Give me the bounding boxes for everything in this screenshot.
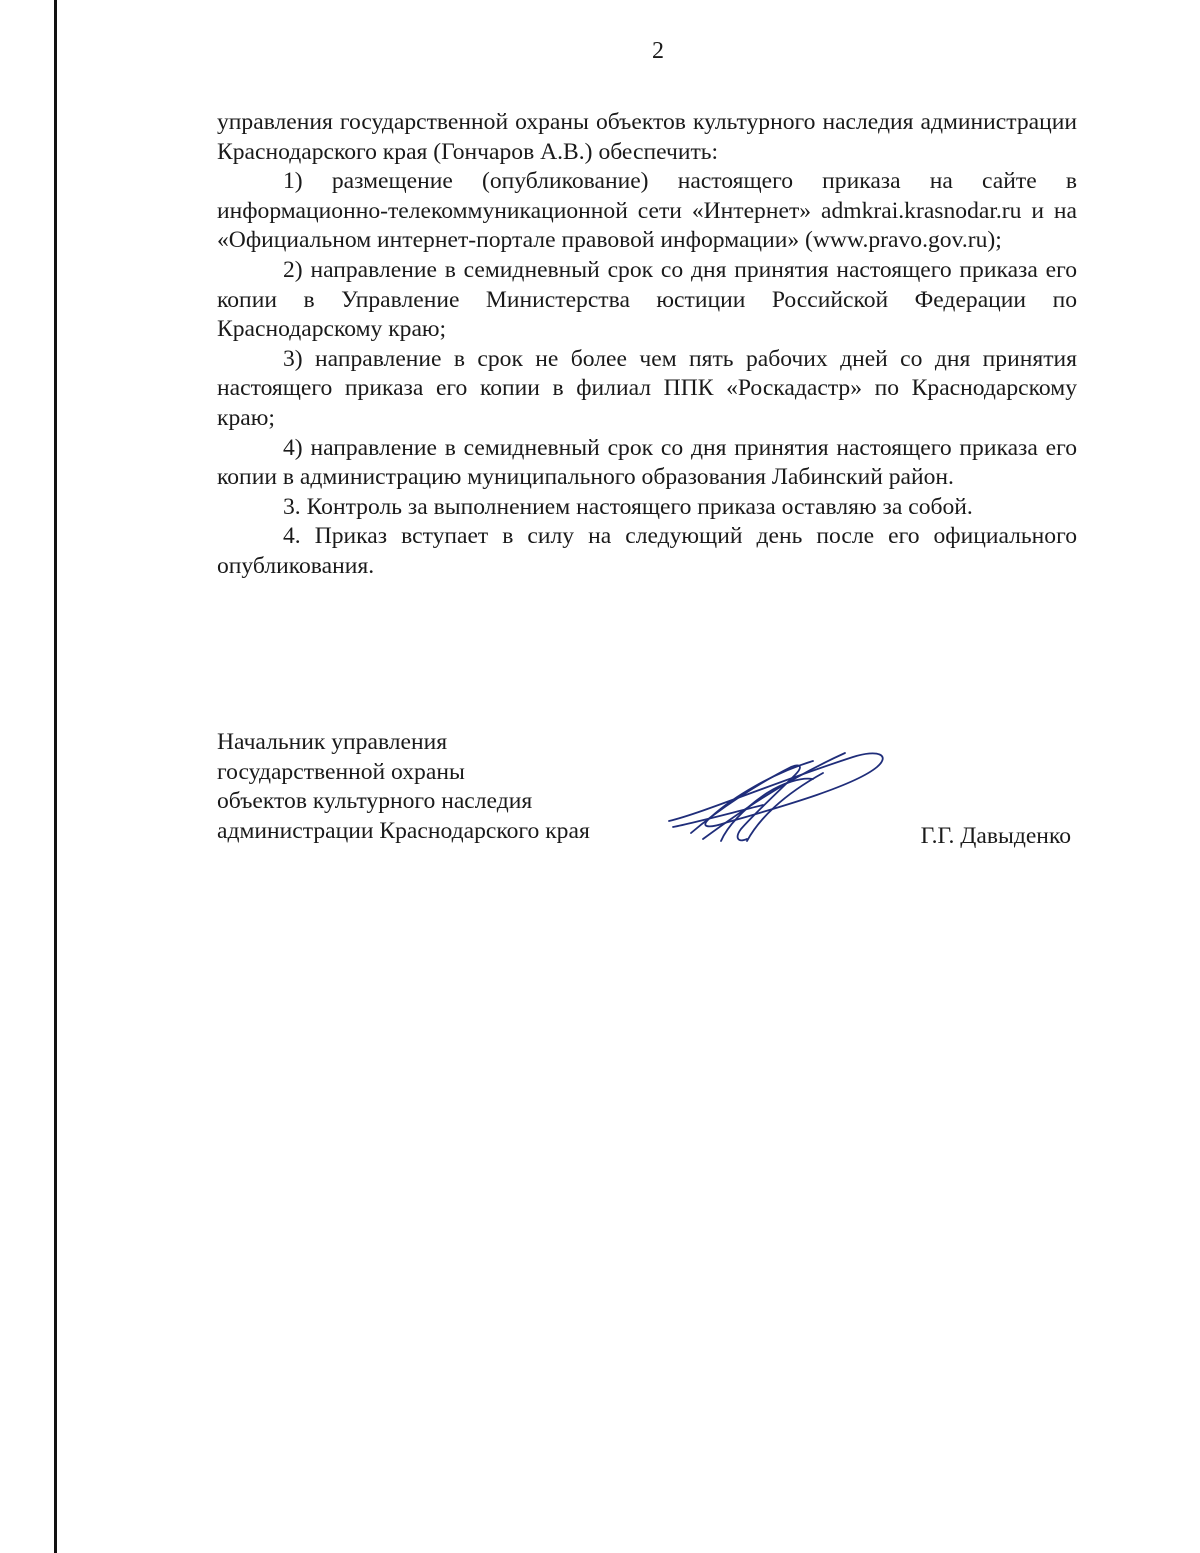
scan-edge-line (54, 0, 57, 1553)
signer-position-line: объектов культурного наследия (217, 788, 533, 815)
paragraph-intro: управления государственной охраны объектов культурного наследия администрации Краснодарского края (Гончаров А.В.) обеспечить: (217, 109, 1077, 165)
signer-position-line: Начальник управления (217, 729, 448, 755)
signer-position-line: государственной охраны (217, 758, 465, 785)
handwritten-signature (663, 743, 893, 853)
signer-position (217, 728, 590, 846)
paragraph-item-4: 4) направление в семидневный срок со дня принятия настоящего приказа его копии в администрацию муниципального образования Лабинский район. (217, 434, 1077, 491)
page-number: 2 (652, 38, 664, 64)
signer-name: Г.Г. Давыденко (920, 823, 1071, 849)
paragraph-item-3: 3) направление в срок не более чем пять рабочих дней со дня принятия настоящего приказа его копии в филиал ППК «Роскадастр» по Краснодарскому краю; (217, 345, 1077, 431)
paragraph-clause-3: 3. Контроль за выполнением настоящего приказа оставляю за собой. (283, 493, 973, 520)
document-body (217, 108, 1077, 582)
paragraph-item-1: 1) размещение (опубликование) настоящего приказа на сайте в информационно-телекоммуникационной сети «Интернет» admkrai.krasnodar.ru и на «Официальном интернет-портале правовой информации» (www.pravo.gov.ru); (217, 168, 1077, 254)
paragraph-item-2: 2) направление в семидневный срок со дня принятия настоящего приказа его копии в Управление Министерства юстиции Российской Федерации по Краснодарскому краю; (217, 256, 1077, 343)
signature-strokes (669, 753, 883, 841)
signer-position-line: администрации Краснодарского края (217, 817, 590, 844)
paragraph-clause-4: 4. Приказ вступает в силу на следующий день после его официального опубликования. (217, 523, 1077, 579)
signature-block (217, 728, 1077, 858)
